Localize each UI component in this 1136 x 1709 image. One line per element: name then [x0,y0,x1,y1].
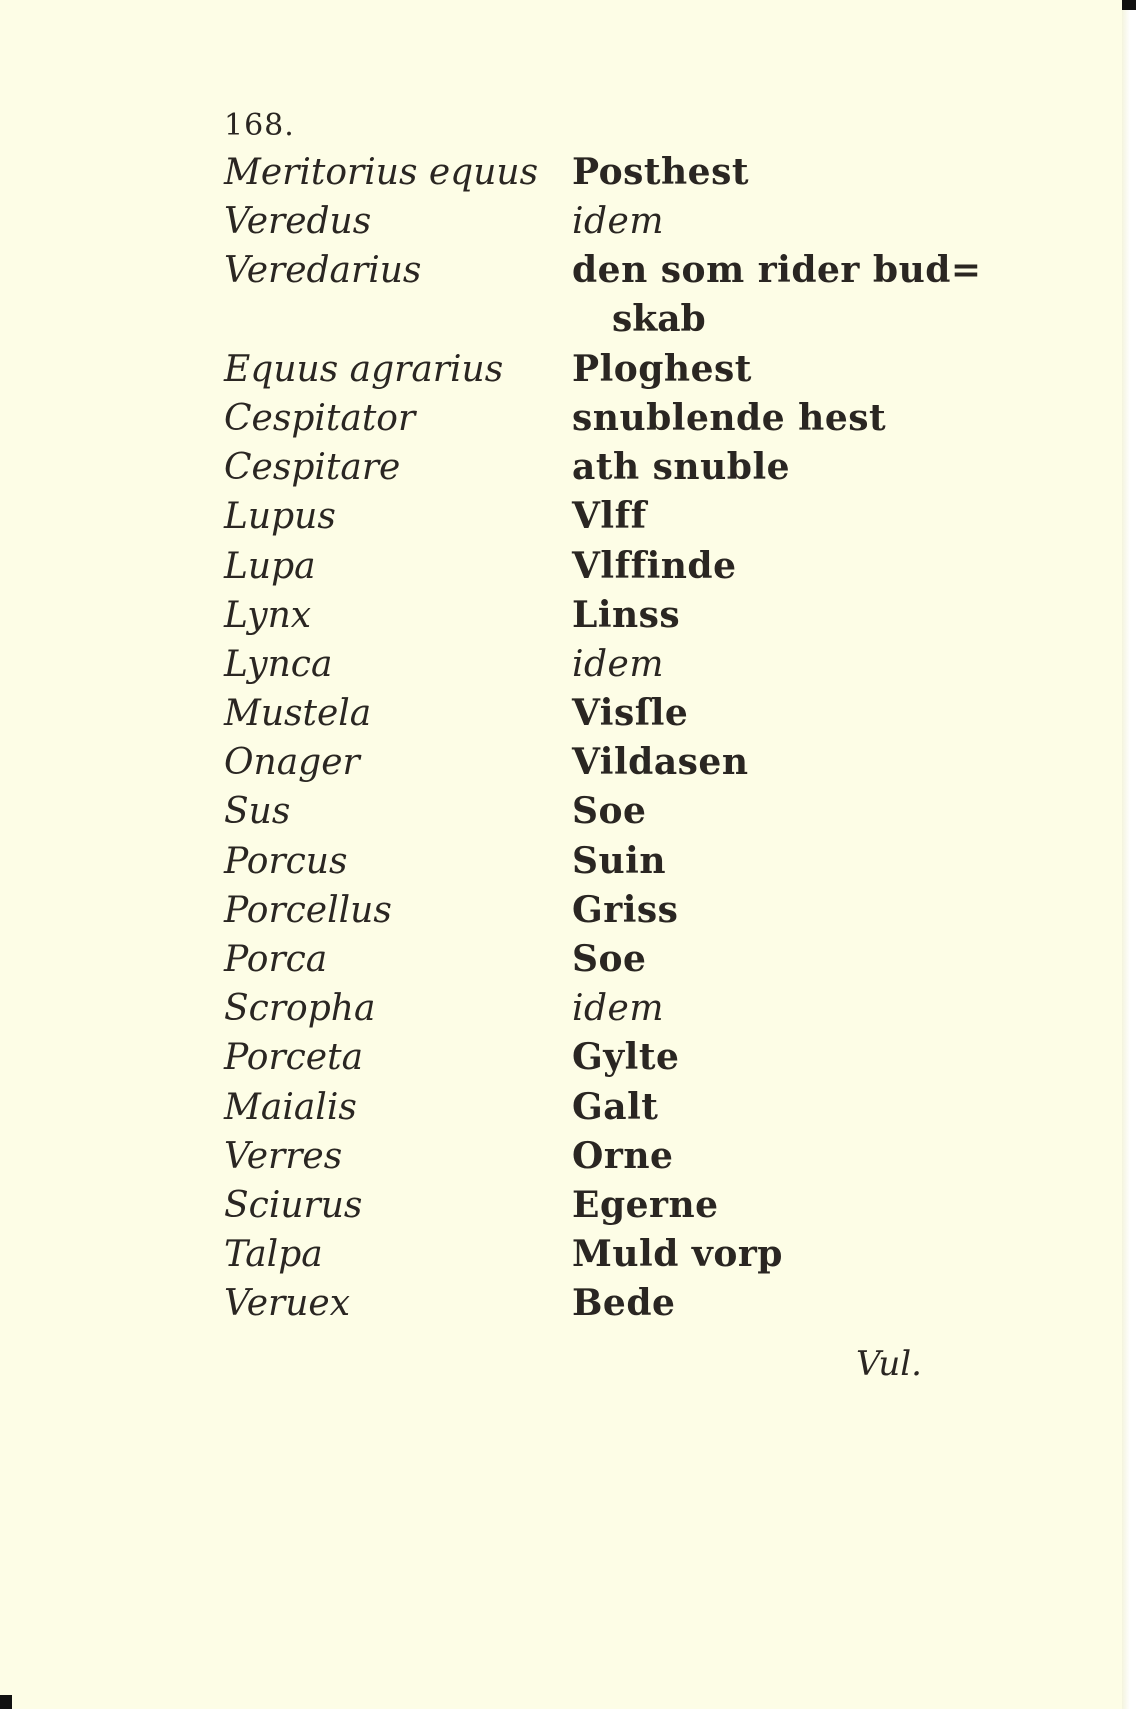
glossary-entry [224,148,924,197]
danish-translation: Galt [572,1085,659,1128]
danish-translation: Linss [572,593,681,636]
latin-term: Mustela [224,693,372,735]
danish-translation: idem [572,201,664,243]
latin-term: Scropha [224,988,376,1030]
danish-translation: snublende hest [572,396,887,439]
latin-term: Cespitare [224,447,401,489]
danish-translation: Gylte [572,1036,680,1079]
latin-term: Equus agrarius [224,348,504,390]
danish-translation: Bede [572,1282,676,1325]
glossary-entry [224,689,924,738]
latin-term: Maialis [224,1086,357,1128]
glossary-entry [224,591,924,640]
latin-term: Porcus [224,840,348,882]
glossary-entry [224,197,924,246]
danish-translation: Egerne [572,1183,719,1226]
latin-term: Lupa [224,545,316,587]
danish-translation: Griss [572,888,679,931]
danish-translation: Vildasen [572,741,749,784]
page-edge [1122,0,1136,1709]
latin-term: Cespitator [224,397,416,439]
danish-translation-continuation: skab [612,298,706,341]
danish-translation: idem [572,643,664,685]
latin-term: Porca [224,939,328,981]
glossary-entry [224,1230,924,1279]
glossary-entry [224,738,924,787]
latin-term: Meritorius equus [224,152,539,193]
latin-term: Veredus [224,201,372,243]
glossary-entry [224,246,982,344]
danish-translation: Muld vorp [572,1233,783,1276]
latin-term: Lupus [224,496,336,538]
glossary-entry [224,345,924,394]
latin-term: Verres [224,1135,343,1177]
glossary-entry [224,394,924,443]
glossary-entry [224,1181,924,1230]
danish-translation: Soe [572,938,647,981]
glossary-entry [224,1132,924,1181]
danish-translation: Suin [572,839,667,882]
latin-term: Lynx [224,594,312,636]
danish-translation: Orne [572,1134,674,1177]
glossary-entry [224,1279,924,1328]
latin-term: Porcellus [224,889,392,931]
latin-term: Veruex [224,1283,350,1325]
glossary-entry [224,542,924,591]
glossary-entry [224,640,924,689]
glossary-entry [224,1083,924,1132]
glossary-entry [224,443,924,492]
danish-translation: ath snuble [572,446,791,489]
glossary-entry [224,935,924,984]
danish-translation: idem [572,988,664,1030]
latin-term: Talpa [224,1234,323,1276]
glossary-entries [224,148,982,1329]
danish-translation: Ploghest [572,347,752,390]
glossary-entry [224,787,924,836]
latin-term: Sus [224,791,291,833]
scan-corner-mark-bottom [0,1695,12,1709]
latin-term: Veredarius [224,250,422,292]
glossary-entry [224,1033,924,1082]
danish-translation: den som rider bud= [572,249,982,292]
latin-term: Sciurus [224,1184,363,1226]
latin-term: Onager [224,742,360,784]
danish-translation: Soe [572,790,647,833]
glossary-entry [224,984,924,1033]
scan-corner-mark-top [1122,0,1136,10]
page-number: 168. [224,108,295,143]
glossary-entry [224,492,924,541]
latin-term: Porceta [224,1037,364,1079]
danish-translation: Posthest [572,151,749,193]
glossary-entry [224,886,924,935]
latin-term: Lynca [224,643,333,685]
catchword: Vul. [856,1344,922,1384]
glossary-entry [224,837,924,886]
danish-translation: Vlffinde [572,544,737,587]
danish-translation: Vlff [572,495,647,538]
danish-translation: Visſle [572,692,689,735]
